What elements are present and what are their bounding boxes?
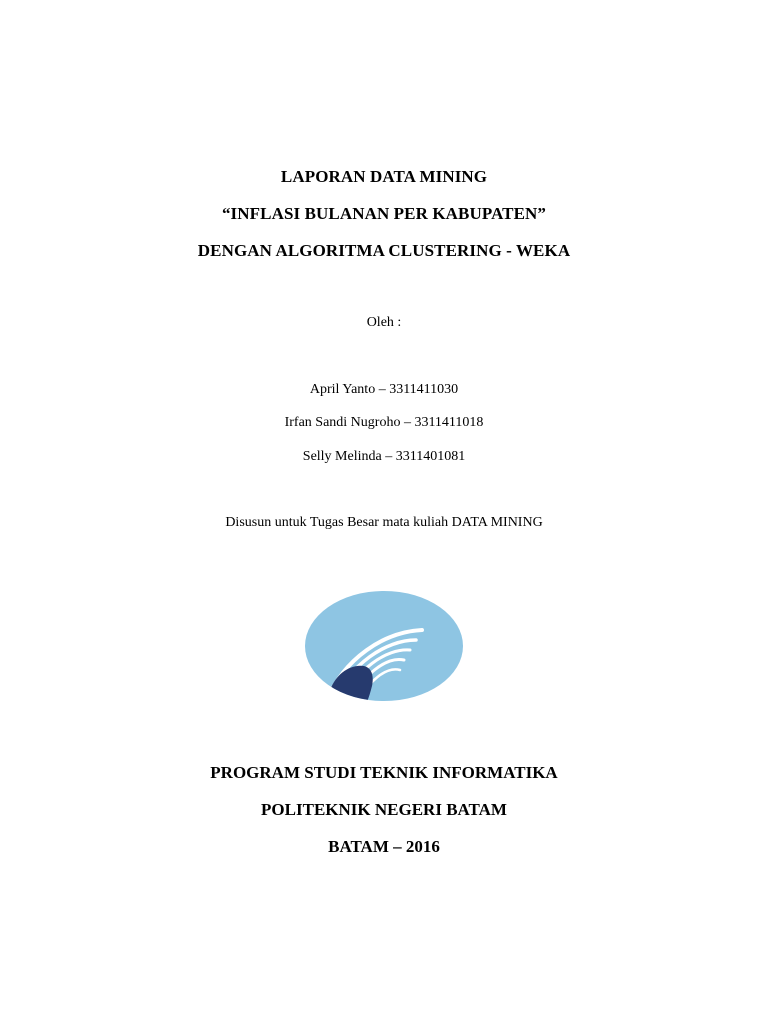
report-method: DENGAN ALGORITMA CLUSTERING - WEKA [197,241,571,260]
report-title: LAPORAN DATA MINING [280,167,488,186]
program-name: PROGRAM STUDI TEKNIK INFORMATIKA [210,763,558,782]
author-item: Irfan Sandi Nugroho – 3311411018 [284,415,484,430]
author-item: April Yanto – 3311411030 [309,382,459,397]
authors-label: Oleh : [366,315,402,330]
polibatam-logo-icon [304,590,464,702]
place-year: BATAM – 2016 [328,837,440,856]
institution-name: POLITEKNIK NEGERI BATAM [261,800,507,819]
purpose-text: Disusun untuk Tugas Besar mata kuliah DATA MINING [225,515,543,530]
author-item: Selly Melinda – 3311401081 [302,449,466,464]
report-subtitle: “INFLASI BULANAN PER KABUPATEN” [221,204,547,223]
